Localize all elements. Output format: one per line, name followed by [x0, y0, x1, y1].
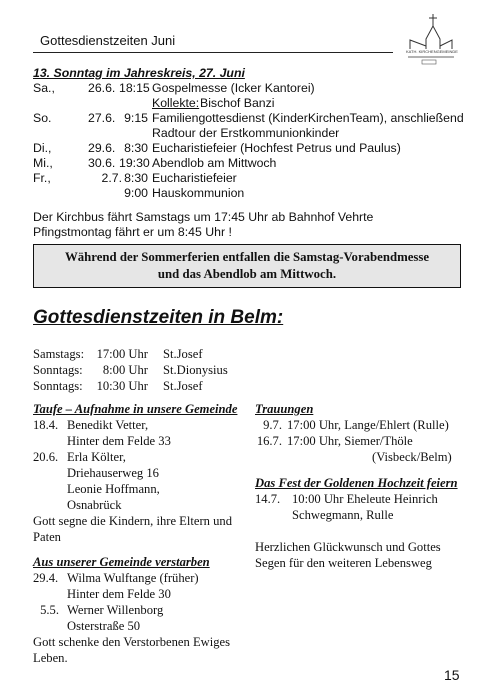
- service-church: St.Josef: [163, 347, 203, 361]
- schedule-date: 27.6.: [88, 111, 116, 125]
- golden-entry: 10:00 Uhr Eheleute Heinrich: [292, 492, 438, 506]
- schedule-text: Hauskommunion: [152, 186, 245, 200]
- death-entry: Wilma Wulftange (früher): [67, 571, 199, 585]
- baptism-entry: Hinter dem Felde 33: [67, 434, 171, 448]
- wedding-entry: 17:00 Uhr, Siemer/Thöle: [287, 434, 413, 448]
- service-time: 8:00 Uhr: [102, 363, 148, 377]
- baptism-blessing: Gott segne die Kindern, ihre Eltern und: [33, 514, 232, 528]
- schedule-day: Sa.,: [33, 81, 55, 95]
- church-logo: [400, 12, 458, 66]
- schedule-day: Fr.,: [33, 171, 51, 185]
- death-closing: Gott schenke den Verstorbenen Ewiges: [33, 635, 231, 649]
- schedule-time: 8:30: [124, 171, 148, 185]
- deaths-heading: Aus unserer Gemeinde verstarben: [33, 555, 210, 569]
- schedule-time: 9:15: [124, 111, 148, 125]
- collect-label: Kollekte:: [152, 96, 200, 110]
- schedule-day: So.: [33, 111, 52, 125]
- belm-title: Gottesdienstzeiten in Belm:: [33, 307, 284, 328]
- wedding-date: 9.7.: [263, 418, 282, 432]
- wedding-date: 16.7.: [256, 434, 282, 448]
- baptism-heading: Taufe – Aufnahme in unsere Gemeinde: [33, 402, 238, 416]
- congrats-line: Segen für den weiteren Lebensweg: [255, 556, 432, 570]
- baptism-date: 20.6.: [33, 450, 59, 464]
- schedule-date: 2.7.: [101, 171, 122, 185]
- collect-text: Bischof Banzi: [200, 96, 275, 110]
- schedule-date: 29.6.: [88, 141, 116, 155]
- death-entry: Hinter dem Felde 30: [67, 587, 171, 601]
- schedule-text: Eucharistiefeier: [152, 171, 237, 185]
- service-time: 10:30 Uhr: [96, 379, 148, 393]
- baptism-blessing: Paten: [33, 530, 61, 544]
- notice-line: und das Abendlob am Mittwoch.: [157, 267, 337, 281]
- schedule-time: 19:30: [119, 156, 150, 170]
- schedule-text: Familiengottesdienst (KinderKirchenTeam), anschließend: [152, 111, 464, 125]
- golden-entry: Schwegmann, Rulle: [292, 508, 394, 522]
- baptism-entry: Osnabrück: [67, 498, 122, 512]
- baptism-entry: Erla Költer,: [67, 450, 126, 464]
- page-number: 15: [444, 667, 460, 683]
- death-entry: Werner Willenborg: [67, 603, 164, 617]
- schedule-day: Mi.,: [33, 156, 53, 170]
- service-time: 17:00 Uhr: [96, 347, 148, 361]
- schedule-date: 30.6.: [88, 156, 116, 170]
- bus-info: Pfingstmontag fährt er um 8:45 Uhr !: [33, 225, 232, 239]
- service-day: Sonntags:: [33, 363, 83, 377]
- service-day: Samstags:: [33, 347, 85, 361]
- service-church: St.Dionysius: [163, 363, 228, 377]
- golden-wedding-heading: Das Fest der Goldenen Hochzeit feiern: [255, 476, 458, 490]
- schedule-day: Di.,: [33, 141, 52, 155]
- schedule-time: 18:15: [119, 81, 150, 95]
- baptism-entry: Driehauserweg 16: [67, 466, 159, 480]
- notice-line: Während der Sommerferien entfallen die Samstag-Vorabendmesse: [64, 250, 430, 264]
- wedding-entry: (Visbeck/Belm): [372, 450, 452, 464]
- baptism-date: 18.4.: [33, 418, 59, 432]
- baptism-entry: Leonie Hoffmann,: [67, 482, 160, 496]
- baptism-entry: Benedikt Vetter,: [67, 418, 149, 432]
- header-divider: [33, 52, 393, 53]
- church-icon: [400, 12, 458, 66]
- summer-notice-box: [33, 244, 461, 288]
- congrats-line: Herzlichen Glückwunsch und Gottes: [255, 540, 441, 554]
- death-closing: Leben.: [33, 651, 68, 665]
- schedule-date: 26.6.: [88, 81, 116, 95]
- schedule-text: Radtour der Erstkommunionkinder: [152, 126, 340, 140]
- death-date: 29.4.: [33, 571, 59, 585]
- schedule-text: Gospelmesse (Icker Kantorei): [152, 81, 315, 95]
- service-church: St.Josef: [163, 379, 203, 393]
- sunday-heading: 13. Sonntag im Jahreskreis, 27. Juni: [33, 66, 245, 80]
- schedule-text: Abendlob am Mittwoch: [152, 156, 277, 170]
- schedule-time: 9:00: [124, 186, 148, 200]
- golden-date: 14.7.: [255, 492, 281, 506]
- bus-info: Der Kirchbus fährt Samstags um 17:45 Uhr ab Bahnhof Vehrte: [33, 210, 374, 224]
- schedule-time: 8:30: [124, 141, 148, 155]
- wedding-entry: 17:00 Uhr, Lange/Ehlert (Rulle): [287, 418, 449, 432]
- death-date: 5.5.: [40, 603, 59, 617]
- schedule-text: Eucharistiefeier (Hochfest Petrus und Paulus): [152, 141, 401, 155]
- death-entry: Osterstraße 50: [67, 619, 141, 633]
- header-title: Gottesdienstzeiten Juni: [40, 33, 176, 48]
- weddings-heading: Trauungen: [255, 402, 314, 416]
- logo-text: KATH. KIRCHENGEMEINDE: [406, 49, 458, 54]
- service-day: Sonntags:: [33, 379, 83, 393]
